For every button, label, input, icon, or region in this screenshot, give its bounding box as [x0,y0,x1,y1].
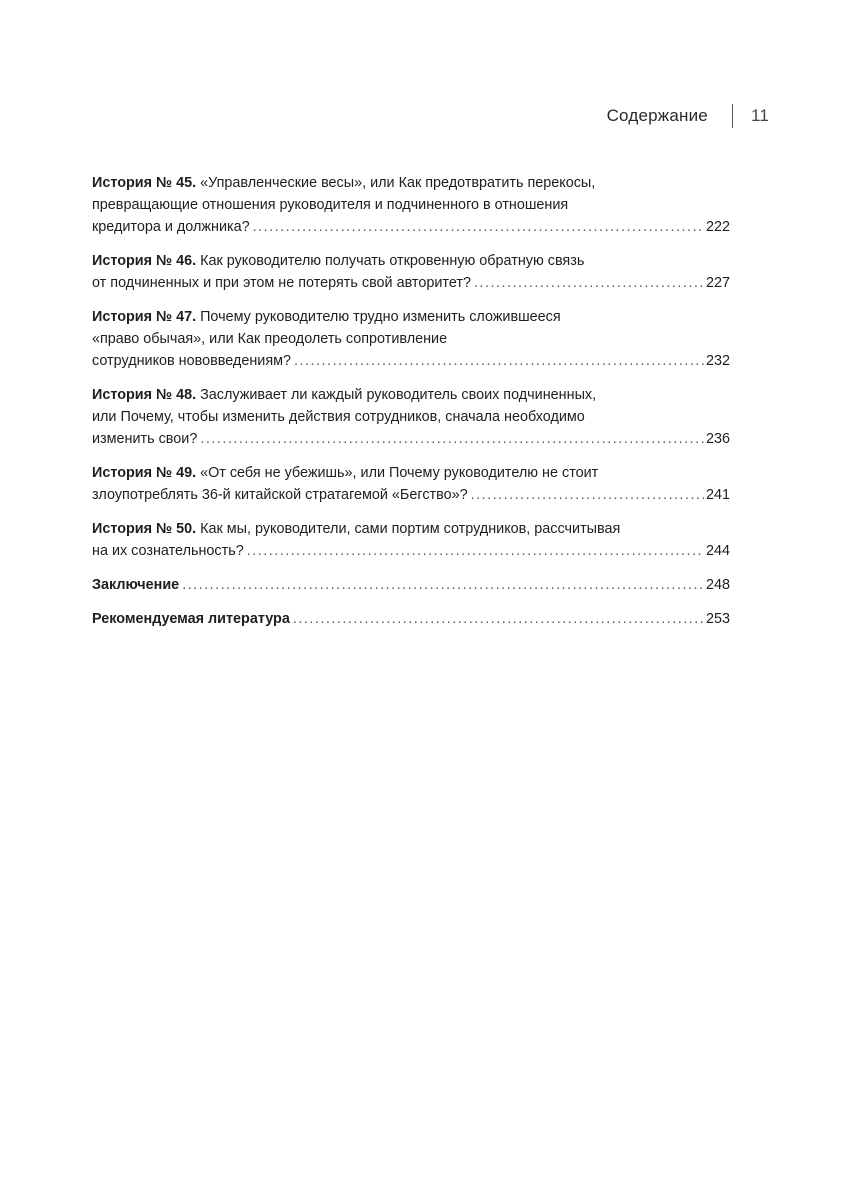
toc-entry-label: История № 50. [92,521,197,537]
toc-entry-46[interactable] [92,250,730,294]
toc-entry-text: сотрудников нововведениям? [92,353,292,369]
section-title: Содержание [606,106,708,125]
toc-entry-last-line [92,350,730,372]
toc-entry-title: Рекомендуемая литература [92,611,290,627]
toc-entry-49[interactable] [92,462,730,506]
toc-entry-45[interactable] [92,172,730,238]
table-of-contents [92,172,730,642]
dot-leader [471,484,704,506]
toc-entry-last-line [92,216,730,238]
toc-entry-line [92,384,730,406]
toc-entry-text: «Управленческие весы», или Как предотвратить перекосы, [200,175,596,191]
toc-entry-last-line [92,540,730,562]
dot-leader [474,272,704,294]
dot-leader [294,350,704,372]
toc-entry-last-line [92,484,730,506]
toc-entry-text: «От себя не убежишь», или Почему руководителю не стоит [200,465,599,481]
toc-entry-text: от подчиненных и при этом не потерять свой авторитет? [92,275,471,291]
toc-entry-label: История № 48. [92,387,197,403]
toc-page-number: 236 [705,431,730,447]
toc-entry-text: Как мы, руководители, сами портим сотрудников, рассчитывая [200,521,621,537]
header-divider [732,104,733,128]
toc-entry-last-line [92,608,730,630]
toc-entry-line [92,462,730,484]
running-header [607,104,769,128]
toc-entry-literature[interactable] [92,608,730,630]
toc-entry-label: История № 45. [92,175,197,191]
dot-leader [293,608,704,630]
toc-entry-line [92,172,730,194]
toc-page-number: 244 [705,543,730,559]
dot-leader [182,574,704,596]
toc-entry-last-line [92,272,730,294]
toc-entry-label: История № 47. [92,309,197,325]
toc-entry-line: «право обычая», или Как преодолеть сопротивление [92,331,448,347]
toc-entry-last-line [92,428,730,450]
toc-page-number: 241 [705,487,730,503]
toc-entry-text: на их сознательность? [92,543,244,559]
toc-entry-line: или Почему, чтобы изменить действия сотрудников, сначала необходимо [92,409,585,425]
toc-entry-label: История № 46. [92,253,197,269]
dot-leader [247,540,704,562]
toc-page-number: 227 [705,275,730,291]
toc-entry-text: злоупотреблять 36-й китайской стратагемой «Бегство»? [92,487,468,503]
toc-entry-48[interactable] [92,384,730,450]
dot-leader [200,428,704,450]
toc-entry-title: Заключение [92,577,180,593]
toc-entry-line [92,518,730,540]
page-number: 11 [750,106,769,125]
toc-page-number: 232 [705,353,730,369]
toc-entry-text: Как руководителю получать откровенную обратную связь [200,253,585,269]
toc-entry-text: Заслуживает ли каждый руководитель своих подчиненных, [200,387,597,403]
toc-entry-line: превращающие отношения руководителя и подчиненного в отношения [92,197,569,213]
toc-page-number: 248 [705,577,730,593]
dot-leader [253,216,704,238]
toc-entry-text: изменить свои? [92,431,198,447]
toc-entry-label: История № 49. [92,465,197,481]
toc-entry-last-line [92,574,730,596]
toc-entry-50[interactable] [92,518,730,562]
toc-entry-conclusion[interactable] [92,574,730,596]
toc-entry-line [92,306,730,328]
toc-entry-47[interactable] [92,306,730,372]
toc-page-number: 253 [705,611,730,627]
toc-page-number: 222 [705,219,730,235]
toc-entry-text: Почему руководителю трудно изменить сложившееся [200,309,561,325]
toc-entry-text: кредитора и должника? [92,219,250,235]
toc-entry-line [92,250,730,272]
